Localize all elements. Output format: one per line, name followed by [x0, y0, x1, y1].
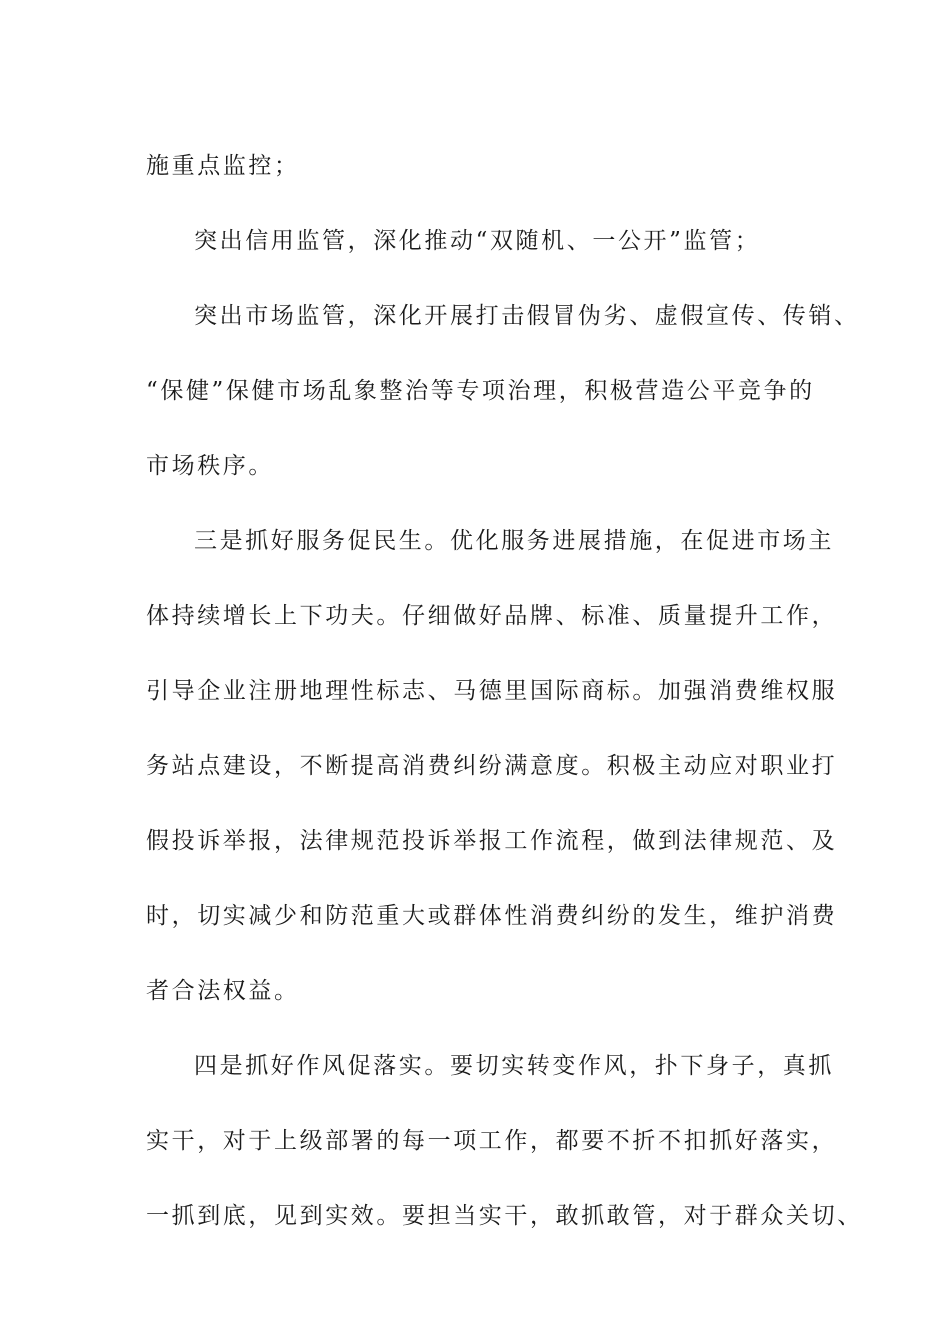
document-body — [146, 129, 863, 1254]
text-line: 者合法权益。 — [146, 978, 300, 1004]
text-line: 实干，对于上级部署的每一项工作，都要不折不扣抓好落实， — [146, 1128, 838, 1154]
text-line: 四是抓好作风促落实。要切实转变作风，扑下身子，真抓 — [194, 1053, 834, 1079]
text-line: 施重点监控； — [146, 153, 300, 179]
text-line: 突出信用监管，深化推动“双随机、一公开”监管； — [194, 228, 761, 254]
text-line: 假投诉举报，法律规范投诉举报工作流程，做到法律规范、及 — [146, 828, 838, 854]
text-line: 务站点建设，不断提高消费纠纷满意度。积极主动应对职业打 — [146, 753, 838, 779]
text-line: 体持续增长上下功夫。仔细做好品牌、标准、质量提升工作， — [146, 603, 838, 629]
text-line: 市场秩序。 — [146, 453, 274, 479]
text-line: 一抓到底，见到实效。要担当实干，敢抓敢管，对于群众关切、 — [146, 1203, 863, 1229]
text-line: 突出市场监管，深化开展打击假冒伪劣、虚假宣传、传销、 — [194, 303, 860, 329]
text-line: 三是抓好服务促民生。优化服务进展措施，在促进市场主 — [194, 528, 834, 554]
text-line: 时，切实减少和防范重大或群体性消费纠纷的发生，维护消费 — [146, 903, 838, 929]
text-line: 引导企业注册地理性标志、马德里国际商标。加强消费维权服 — [146, 678, 838, 704]
text-line: “保健”保健市场乱象整治等专项治理，积极营造公平竞争的 — [146, 378, 815, 404]
